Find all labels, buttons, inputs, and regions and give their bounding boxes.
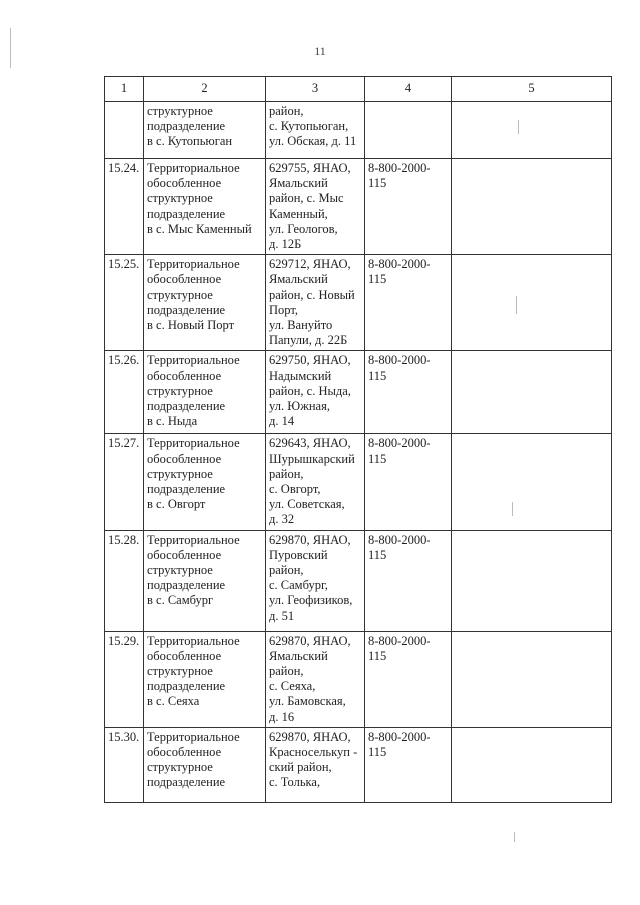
office-name: Территориальное обособленное структурное подразделение в с. Новый Порт bbox=[144, 255, 266, 351]
office-phone: 8-800-2000- 115 bbox=[365, 631, 452, 727]
office-extra bbox=[452, 727, 612, 802]
table-row bbox=[105, 727, 612, 802]
row-number: 15.26. bbox=[105, 351, 144, 434]
office-address: 629870, ЯНАО, Красноселькуп - ский район, с. Толька, bbox=[266, 727, 365, 802]
column-header-3: 3 bbox=[266, 77, 365, 102]
office-phone bbox=[365, 102, 452, 159]
office-address: 629643, ЯНАО, Шурышкарский район, с. Овгорт, ул. Советская, д. 32 bbox=[266, 434, 365, 530]
office-extra bbox=[452, 434, 612, 530]
column-header-1: 1 bbox=[105, 77, 144, 102]
office-extra bbox=[452, 255, 612, 351]
row-number: 15.25. bbox=[105, 255, 144, 351]
table-row bbox=[105, 159, 612, 255]
row-number: 15.28. bbox=[105, 530, 144, 631]
office-phone: 8-800-2000- 115 bbox=[365, 727, 452, 802]
office-phone: 8-800-2000- 115 bbox=[365, 159, 452, 255]
row-number: 15.27. bbox=[105, 434, 144, 530]
office-name: Территориальное обособленное структурное подразделение в с. Самбург bbox=[144, 530, 266, 631]
office-name: Территориальное обособленное структурное подразделение в с. Мыс Каменный bbox=[144, 159, 266, 255]
row-number bbox=[105, 102, 144, 159]
office-address: 629750, ЯНАО, Надымский район, с. Ныда, ул. Южная, д. 14 bbox=[266, 351, 365, 434]
office-extra bbox=[452, 351, 612, 434]
table-row bbox=[105, 631, 612, 727]
table-header-row bbox=[105, 77, 612, 102]
page-number: 11 bbox=[314, 44, 326, 58]
office-address: 629870, ЯНАО, Ямальский район, с. Сеяха, ул. Бамовская, д. 16 bbox=[266, 631, 365, 727]
row-number: 15.29. bbox=[105, 631, 144, 727]
table-row bbox=[105, 434, 612, 530]
table-row bbox=[105, 102, 612, 159]
office-name: Территориальное обособленное структурное подразделение bbox=[144, 727, 266, 802]
column-header-2: 2 bbox=[144, 77, 266, 102]
office-name: Территориальное обособленное структурное подразделение в с. Овгорт bbox=[144, 434, 266, 530]
scan-speck bbox=[512, 502, 513, 516]
office-phone: 8-800-2000- 115 bbox=[365, 530, 452, 631]
scan-speck bbox=[518, 120, 519, 134]
office-name: структурное подразделение в с. Кутопьюган bbox=[144, 102, 266, 159]
office-address: 629870, ЯНАО, Пуровский район, с. Самбург, ул. Геофизиков, д. 51 bbox=[266, 530, 365, 631]
column-header-5: 5 bbox=[452, 77, 612, 102]
row-number: 15.30. bbox=[105, 727, 144, 802]
scan-speck bbox=[514, 832, 515, 842]
office-phone: 8-800-2000- 115 bbox=[365, 255, 452, 351]
office-extra bbox=[452, 159, 612, 255]
scan-speck bbox=[10, 28, 11, 68]
office-address: 629712, ЯНАО, Ямальский район, с. Новый Порт, ул. Вануйто Папули, д. 22Б bbox=[266, 255, 365, 351]
office-address: 629755, ЯНАО, Ямальский район, с. Мыс Каменный, ул. Геологов, д. 12Б bbox=[266, 159, 365, 255]
scan-speck bbox=[516, 296, 517, 314]
table-row bbox=[105, 255, 612, 351]
table-row bbox=[105, 530, 612, 631]
office-name: Территориальное обособленное структурное подразделение в с. Ныда bbox=[144, 351, 266, 434]
column-header-4: 4 bbox=[365, 77, 452, 102]
offices-table bbox=[104, 76, 612, 803]
office-phone: 8-800-2000- 115 bbox=[365, 351, 452, 434]
table-row bbox=[105, 351, 612, 434]
office-phone: 8-800-2000- 115 bbox=[365, 434, 452, 530]
office-extra bbox=[452, 102, 612, 159]
office-address: район, с. Кутопьюган, ул. Обская, д. 11 bbox=[266, 102, 365, 159]
office-extra bbox=[452, 530, 612, 631]
office-name: Территориальное обособленное структурное подразделение в с. Сеяха bbox=[144, 631, 266, 727]
row-number: 15.24. bbox=[105, 159, 144, 255]
office-extra bbox=[452, 631, 612, 727]
